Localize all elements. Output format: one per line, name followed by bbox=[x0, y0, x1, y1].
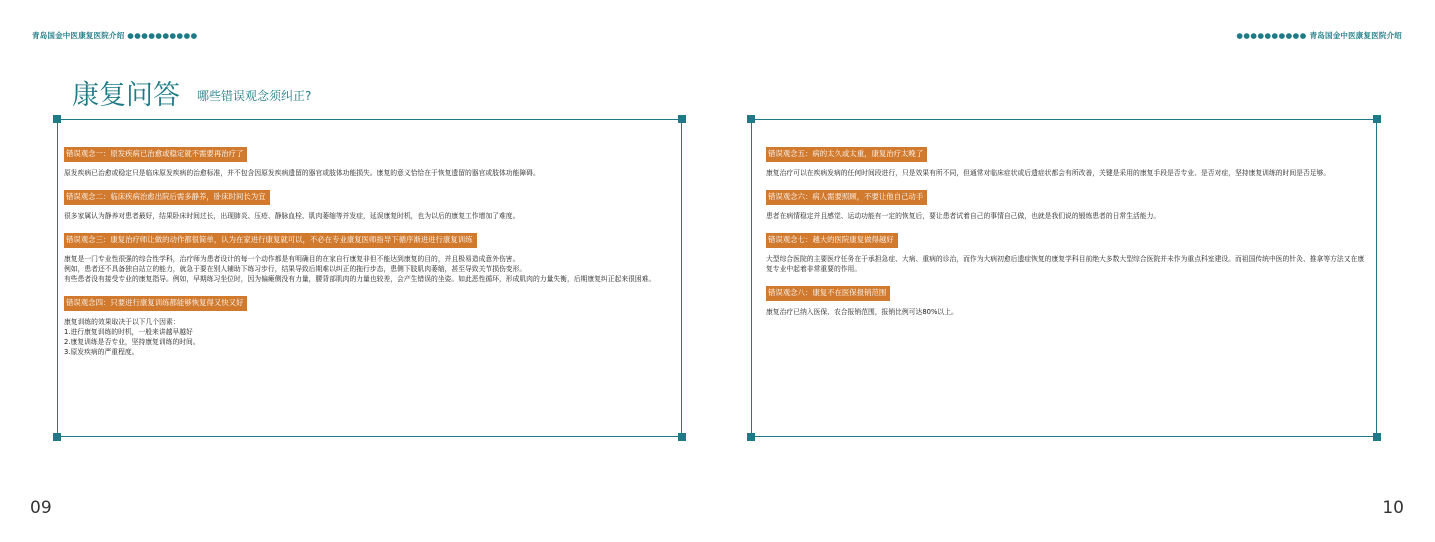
right-column bbox=[766, 141, 1366, 323]
misconception-item bbox=[64, 141, 672, 178]
misconception-item bbox=[766, 141, 1366, 178]
misconception-text: 原发疾病已治愈或稳定只是临床原发疾病的治愈标准，并不包含因原发疾病遗留的器官或肢体功能损失。康复的意义恰恰在于恢复遗留的器官或肢体功能障碍。 bbox=[64, 169, 540, 177]
frame-corner bbox=[1373, 433, 1381, 441]
left-column bbox=[64, 141, 672, 363]
misconception-heading: 错误观念六：病人需要照顾，不要让他自己动手 bbox=[766, 190, 927, 205]
misconception-heading: 错误观念一：原发疾病已治愈或稳定就不需要再治疗了 bbox=[64, 147, 247, 162]
misconception-text: 康复训练的效果取决于以下几个因素： 1.进行康复训练的时机，一般来讲越早越好 2.康复训练是否专业，坚持康复训练的时间。 3.原发疾病的严重程度。 bbox=[64, 318, 200, 356]
page-number-right: 10 bbox=[1382, 498, 1404, 518]
misconception-heading: 错误观念七：越大的医院康复做得越好 bbox=[766, 233, 898, 248]
misconception-heading: 错误观念八：康复不在医保报销范围 bbox=[766, 286, 890, 301]
misconception-item bbox=[64, 290, 672, 357]
misconception-item bbox=[766, 227, 1366, 274]
misconception-item bbox=[766, 184, 1366, 221]
frame-corner bbox=[747, 115, 755, 123]
frame-corner bbox=[747, 433, 755, 441]
header-left bbox=[32, 30, 198, 41]
misconception-text: 康复治疗已纳入医保、农合报销范围，报销比例可达80%以上。 bbox=[766, 308, 958, 316]
misconception-item bbox=[766, 280, 1366, 317]
misconception-item bbox=[64, 227, 672, 284]
misconception-text: 康复治疗可以在疾病发病的任何时间段进行，只是效果有所不同，但通常对临床症状或后遗症状都会有所改善，关键是采用的康复手段是否专业、是否对症，坚持康复训练的时间是否足够。 bbox=[766, 169, 1331, 177]
misconception-item bbox=[64, 184, 672, 221]
misconception-text: 很多家属认为静养对患者最好，结果卧床时间过长，出现肺炎、压疮、静脉血栓、肌肉萎缩等并发症，延误康复时机，也为以后的康复工作增加了难度。 bbox=[64, 212, 520, 220]
misconception-heading: 错误观念五：病的太久或太重，康复治疗太晚了 bbox=[766, 147, 927, 162]
frame-corner bbox=[678, 115, 686, 123]
page-subtitle: 哪些错误观念须纠正? bbox=[197, 89, 312, 103]
misconception-heading: 错误观念四：只要进行康复训练都能够恢复得又快又好 bbox=[64, 296, 247, 311]
misconception-heading: 错误观念二：临床疾病治愈出院后需多静养，卧床时间长为宜 bbox=[64, 190, 270, 205]
frame-corner bbox=[53, 115, 61, 123]
misconception-text: 大型综合医院的主要医疗任务在于承担急症、大病、重病的诊治，而作为大病初愈后遗症恢复的康复学科目前绝大多数大型综合医院并未作为重点科室建设。而祖国传统中医的针灸、推拿等方法又在康复专业中起着非常重要的作用。 bbox=[766, 255, 1365, 273]
header-right-dots: ●●●●●●●●●● bbox=[1236, 31, 1307, 40]
frame-corner bbox=[53, 433, 61, 441]
page-number-left: 09 bbox=[30, 498, 52, 518]
header-right-text: 青岛国金中医康复医院介绍 bbox=[1309, 31, 1402, 40]
page-title: 康复问答 bbox=[72, 80, 180, 111]
misconception-text: 患者在病情稳定并且感觉、运动功能有一定的恢复后，要让患者试着自己的事情自己做，也就是我们说的锻炼患者的日常生活能力。 bbox=[766, 212, 1161, 220]
frame-corner bbox=[678, 433, 686, 441]
misconception-heading: 错误观念三：康复治疗师让做的动作都很简单，认为在家进行康复就可以，不必在专业康复医师指导下循序渐进进行康复训练 bbox=[64, 233, 477, 248]
header-left-text: 青岛国金中医康复医院介绍 bbox=[32, 31, 125, 40]
header-right bbox=[1236, 30, 1402, 41]
header-left-dots: ●●●●●●●●●● bbox=[127, 31, 198, 40]
misconception-text: 康复是一门专业性很强的综合性学科，治疗师为患者设计的每一个动作都是有明确目的在家自行康复非但不能达到康复的目的，并且极易造成意外伤害。 例如，患者还不具备独自站立的能力，就急于要在别人辅助下练习步行，结果导致后期难以纠正的拖行步态，患侧下肢肌肉萎缩，甚至导致关节损伤变形。 有些患者没有接受专业的康复指导。例如，早期练习坐位时，因为偏瘫侧没有力量，腰背部肌肉的力量也较差，会产生错误的坐姿。如此恶性循环，形成肌肉的力量失衡，后期康复纠正起来很困难。 bbox=[64, 255, 656, 283]
frame-corner bbox=[1373, 115, 1381, 123]
